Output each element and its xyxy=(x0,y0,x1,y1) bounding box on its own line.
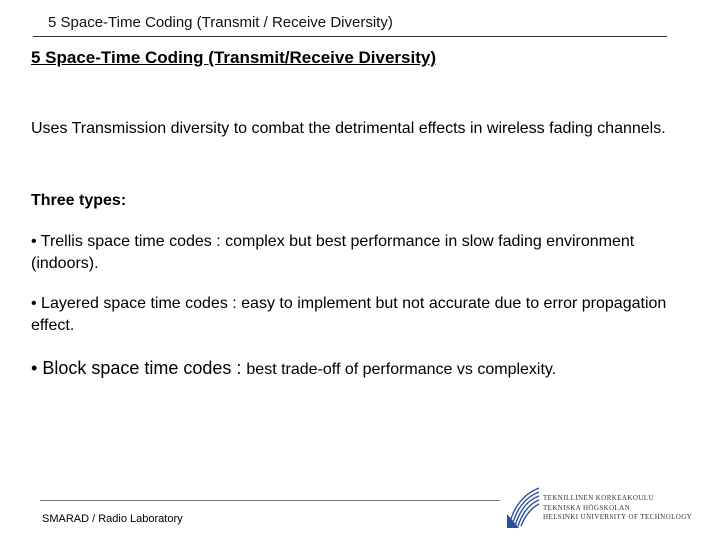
slide-title: 5 Space-Time Coding (Transmit/Receive Diversity) xyxy=(31,48,436,67)
university-logo-icon xyxy=(505,484,541,528)
bullet-marker: • xyxy=(31,358,43,378)
bullet-marker: • xyxy=(31,295,42,312)
logo-line: TEKNISKA HÖGSKOLAN xyxy=(543,503,631,512)
intro-paragraph: Uses Transmission diversity to combat the detrimental effects in wireless fading channels. xyxy=(31,120,666,137)
bullet-block xyxy=(31,357,681,381)
logo-line: TEKNILLINEN KORKEAKOULU xyxy=(543,494,654,502)
university-logo-text xyxy=(543,494,692,523)
bullet-layered xyxy=(31,293,681,337)
bullet-marker: • xyxy=(31,233,41,250)
footer-lab-text: SMARAD / Radio Laboratory xyxy=(42,513,183,525)
bullet-text: Trellis space time codes : complex but best performance in slow fading environment (indoors). xyxy=(31,233,635,272)
logo-line: HELSINKI UNIVERSITY OF TECHNOLOGY xyxy=(543,513,693,521)
header-rule xyxy=(33,36,667,37)
bullet-head: Block space time codes : xyxy=(42,358,247,378)
bullet-trellis xyxy=(31,231,681,275)
header-text: 5 Space-Time Coding (Transmit / Receive Diversity) xyxy=(48,14,393,31)
bullet-text: best trade-off of performance vs complexity. xyxy=(246,361,557,378)
bullet-text: Layered space time codes : easy to implement but not accurate due to error propagation effect. xyxy=(31,295,667,334)
types-heading: Three types: xyxy=(31,192,127,209)
footer-rule xyxy=(40,500,500,501)
